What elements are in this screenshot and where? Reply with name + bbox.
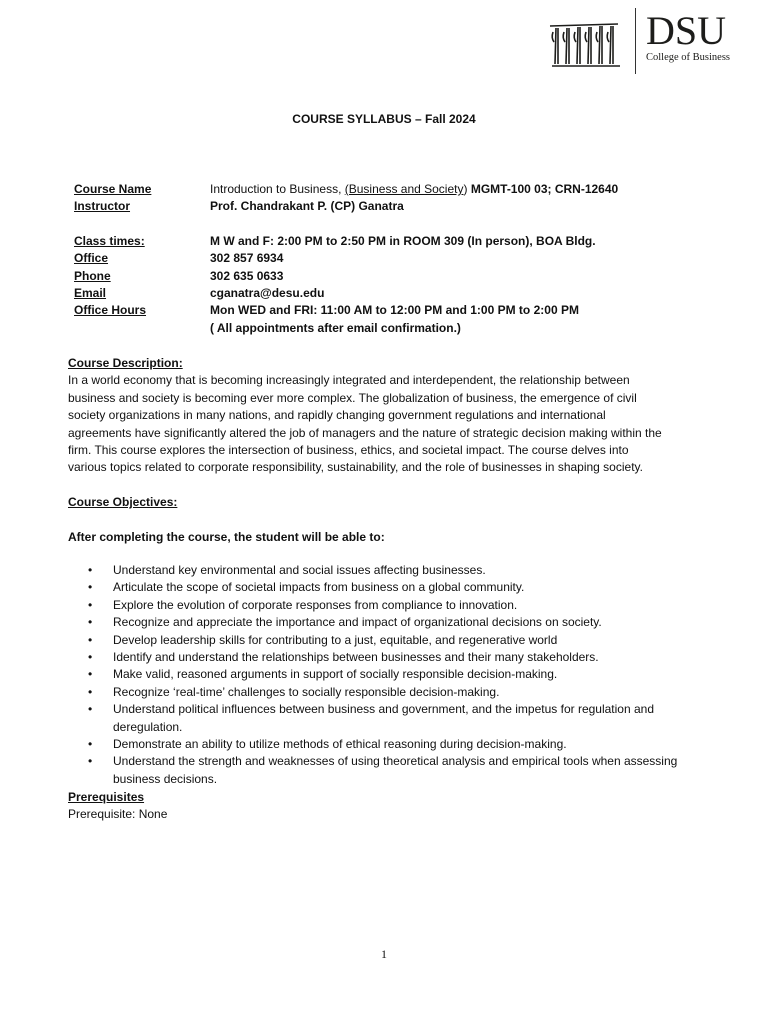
objective-text: Recognize ‘real-time’ challenges to socially responsible decision-making.	[113, 684, 500, 699]
email-value[interactable]: cganatra@desu.edu	[210, 285, 325, 300]
description-line: In a world economy that is becoming increasingly integrated and interdependent, the relationship between	[68, 373, 630, 388]
course-description-text	[68, 372, 708, 476]
office-value: 302 857 6934	[210, 251, 284, 266]
description-line: agreements have significantly altered the job of managers and the nature of strategic decision making within the	[68, 425, 662, 440]
list-item	[68, 579, 698, 596]
bullet-icon: •	[88, 702, 93, 717]
course-name-label: Course Name	[74, 182, 152, 196]
bullet-icon: •	[88, 632, 93, 647]
course-objectives-heading: Course Objectives:	[68, 495, 178, 509]
office-hours-label: Office Hours	[74, 303, 147, 318]
list-item	[68, 562, 698, 579]
prerequisites-section	[68, 789, 708, 824]
list-item	[68, 649, 698, 666]
office-hours-value: Mon WED and FRI: 11:00 AM to 12:00 PM and 1:00 PM to 2:00 PM	[210, 303, 579, 318]
bullet-icon: •	[88, 650, 93, 665]
objective-text: Recognize and appreciate the importance and impact of organizational decisions on society.	[113, 615, 602, 630]
list-item	[68, 736, 698, 753]
objective-text: Demonstrate an ability to utilize methods of ethical reasoning during decision-making.	[113, 737, 567, 752]
office-label: Office	[74, 251, 109, 266]
logo-text	[646, 8, 730, 64]
prerequisites-heading: Prerequisites	[68, 790, 145, 804]
objective-text: Understand political influences between business and government, and the impetus for regulation and deregulation.	[113, 702, 655, 734]
bullet-icon: •	[88, 667, 93, 682]
list-item	[68, 753, 698, 788]
bullet-icon: •	[88, 615, 93, 630]
instructor-value: Prof. Chandrakant P. (CP) Ganatra	[210, 199, 404, 214]
course-name-underlined: (Business and Society	[344, 182, 464, 196]
bullet-icon: •	[88, 563, 93, 577]
course-objectives-intro-block	[68, 529, 708, 546]
course-description-section	[68, 355, 708, 477]
prerequisites-text: Prerequisite: None	[68, 807, 168, 822]
course-name-prefix: Introduction to Business,	[210, 182, 345, 196]
description-line: various topics related to corporate responsibility, sustainability, and the role of businesses in shaping society.	[68, 460, 643, 475]
dsu-columns-logo-icon	[548, 18, 622, 68]
list-item	[68, 632, 698, 649]
phone-value: 302 635 0633	[210, 268, 284, 283]
objective-text: Identify and understand the relationships between businesses and their many stakeholders.	[113, 650, 599, 665]
bullet-icon: •	[88, 580, 93, 595]
list-item	[68, 684, 698, 701]
dsu-logo	[548, 8, 753, 74]
objective-text: Develop leadership skills for contributing to a just, equitable, and regenerative world	[113, 632, 558, 647]
list-item	[68, 666, 698, 683]
objective-text: Understand the strength and weaknesses of using theoretical analysis and empirical tools when assessing business decisions.	[113, 754, 678, 786]
course-name-mid: )	[463, 182, 468, 196]
class-times-value: M W and F: 2:00 PM to 2:50 PM in ROOM 309 (In person), BOA Bldg.	[210, 233, 596, 248]
bullet-icon: •	[88, 737, 93, 752]
course-objectives-heading-block	[68, 494, 708, 511]
objective-text: Make valid, reasoned arguments in support of socially responsible decision-making.	[113, 667, 558, 682]
list-item	[68, 614, 698, 631]
logo-subtitle: College of Business	[646, 52, 730, 63]
phone-label: Phone	[74, 268, 111, 283]
objectives-list	[68, 562, 698, 788]
office-hours-note: ( All appointments after email confirmation.)	[210, 320, 461, 335]
objective-text: Understand key environmental and social issues affecting businesses.	[113, 563, 486, 577]
list-item	[68, 597, 698, 614]
logo-divider	[635, 8, 636, 74]
page-title: COURSE SYLLABUS – Fall 2024	[292, 112, 476, 126]
course-objectives-intro: After completing the course, the student will be able to:	[68, 530, 385, 544]
bullet-icon: •	[88, 597, 93, 612]
class-times-label: Class times:	[74, 233, 145, 248]
logo-name: DSU	[646, 8, 727, 53]
objective-text: Articulate the scope of societal impacts from business on a global community.	[113, 580, 525, 595]
page-number: 1	[381, 947, 387, 961]
objective-text: Explore the evolution of corporate responses from compliance to innovation.	[113, 597, 518, 612]
course-code: MGMT-100 03; CRN-12640	[467, 182, 619, 196]
description-line: firm. This course explores the intersection of business, ethics, and societal impact. The course delves into	[68, 443, 629, 458]
list-item	[68, 701, 698, 736]
bullet-icon: •	[88, 754, 93, 769]
course-description-heading: Course Description:	[68, 356, 183, 370]
email-label: Email	[74, 285, 107, 300]
course-name-value	[210, 181, 618, 198]
description-line: business and society is becoming ever more complex. The globalization of business, the emergence of civil	[68, 390, 637, 405]
bullet-icon: •	[88, 684, 93, 699]
instructor-label: Instructor	[74, 199, 131, 214]
description-line: society organizations in many nations, and rapidly changing government regulations and international	[68, 408, 606, 423]
